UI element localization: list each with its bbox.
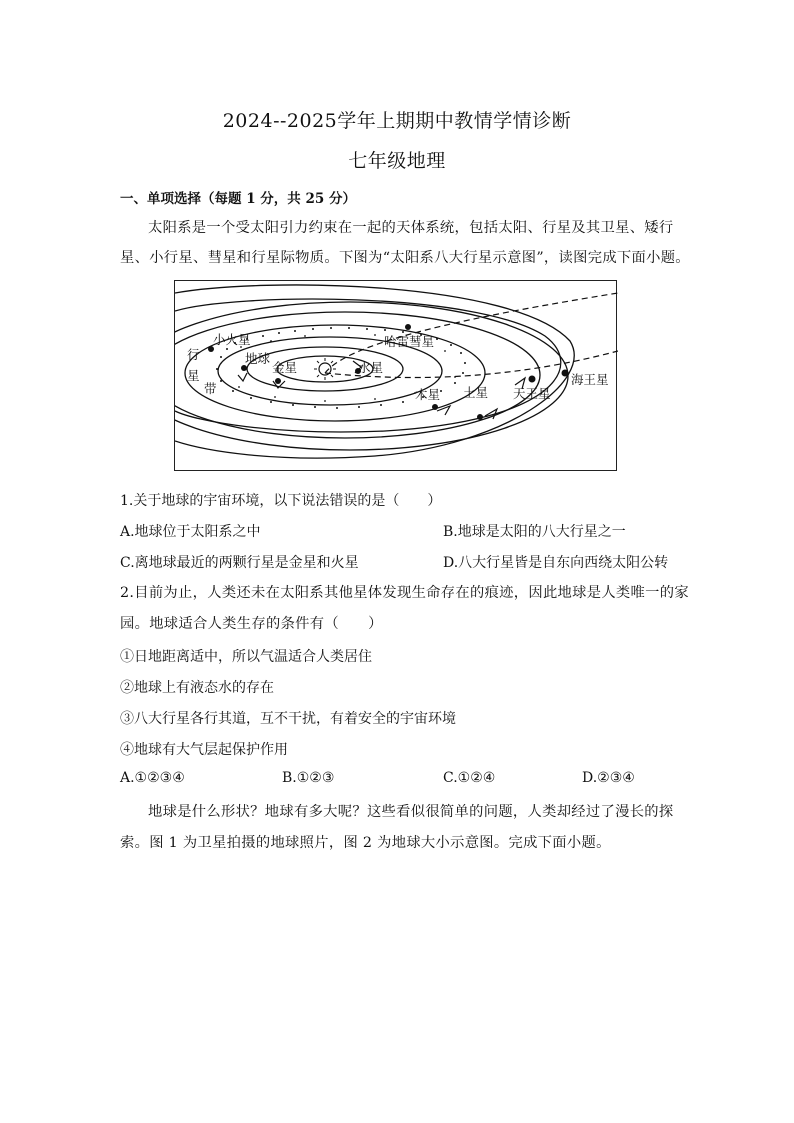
arrow-earth bbox=[238, 373, 247, 381]
label-venus: 金星 bbox=[272, 360, 298, 375]
q2-statement-4: ④地球有大气层起保护作用 bbox=[120, 742, 288, 758]
q2-statement-1: ①日地距离适中，所以气温适合人类居住 bbox=[120, 649, 372, 665]
intro-paragraph-1-line-2: 星、小行星、彗星和行星际物质。下图为“太阳系八大行星示意图”，读图完成下面小题。 bbox=[120, 250, 690, 266]
label-earth: 地球 bbox=[245, 351, 271, 366]
label-asteroid-1: 行 bbox=[187, 347, 200, 362]
planet-uranus bbox=[529, 376, 536, 383]
q1-option-c: C.离地球最近的两颗行星是金星和火星 bbox=[120, 555, 359, 571]
exam-title: 2024--2025学年上期期中教情学情诊断 bbox=[222, 110, 572, 132]
planet-venus bbox=[275, 378, 281, 384]
label-saturn: 土星 bbox=[463, 385, 489, 400]
planet-jupiter bbox=[432, 404, 438, 410]
label-mercury: 水星 bbox=[358, 360, 384, 375]
q2-option-a: A.①②③④ bbox=[120, 770, 185, 786]
section-heading: 一、单项选择（每题 1 分，共 25 分） bbox=[120, 191, 356, 207]
label-asteroid-2: 星 bbox=[187, 368, 200, 383]
intro-paragraph-1-line-1: 太阳系是一个受太阳引力约束在一起的天体系统，包括太阳、行星及其卫星、矮行 bbox=[148, 220, 674, 236]
question-1-stem: 1.关于地球的宇宙环境，以下说法错误的是（ ） bbox=[120, 493, 442, 509]
label-jupiter: 木星 bbox=[415, 387, 441, 402]
question-2-stem-line-2: 园。地球适合人类生存的条件有（ ） bbox=[120, 616, 383, 632]
intro-paragraph-2-line-2: 索。图 1 为卫星拍摄的地球照片，图 2 为地球大小示意图。完成下面小题。 bbox=[120, 835, 611, 851]
q1-option-a: A.地球位于太阳系之中 bbox=[120, 524, 261, 540]
label-mars: 小火星 bbox=[213, 332, 251, 347]
exam-subtitle: 七年级地理 bbox=[348, 150, 446, 172]
orbit-saturn bbox=[175, 302, 568, 450]
label-asteroid-3: 带 bbox=[204, 381, 217, 396]
label-halley: 哈雷彗星 bbox=[384, 334, 435, 349]
q1-option-b: B.地球是太阳的八大行星之一 bbox=[443, 524, 626, 540]
label-neptune: 海王星 bbox=[571, 372, 609, 387]
q2-option-b: B.①②③ bbox=[282, 770, 335, 786]
solar-system-diagram bbox=[175, 281, 618, 472]
planet-halley bbox=[405, 324, 411, 330]
q2-statement-2: ②地球上有液态水的存在 bbox=[120, 680, 274, 696]
intro-paragraph-2-line-1: 地球是什么形状？地球有多大呢？这些看似很简单的问题，人类却经过了漫长的探 bbox=[148, 804, 674, 820]
planet-saturn bbox=[477, 414, 483, 420]
q2-option-c: C.①②④ bbox=[443, 770, 496, 786]
solar-system-figure bbox=[174, 280, 617, 471]
q2-option-d: D.②③④ bbox=[582, 770, 635, 786]
q1-option-d: D.八大行星皆是自东向西绕太阳公转 bbox=[443, 555, 669, 571]
q2-statement-3: ③八大行星各行其道，互不干扰，有着安全的宇宙环境 bbox=[120, 711, 456, 727]
sun-icon bbox=[314, 358, 336, 380]
question-2-stem-line-1: 2.目前为止，人类还未在太阳系其他星体发现生命存在的痕迹，因此地球是人类唯一的家 bbox=[120, 585, 689, 601]
arrow-saturn bbox=[485, 409, 497, 419]
label-uranus: 天王星 bbox=[513, 386, 551, 401]
planet-neptune bbox=[562, 370, 569, 377]
